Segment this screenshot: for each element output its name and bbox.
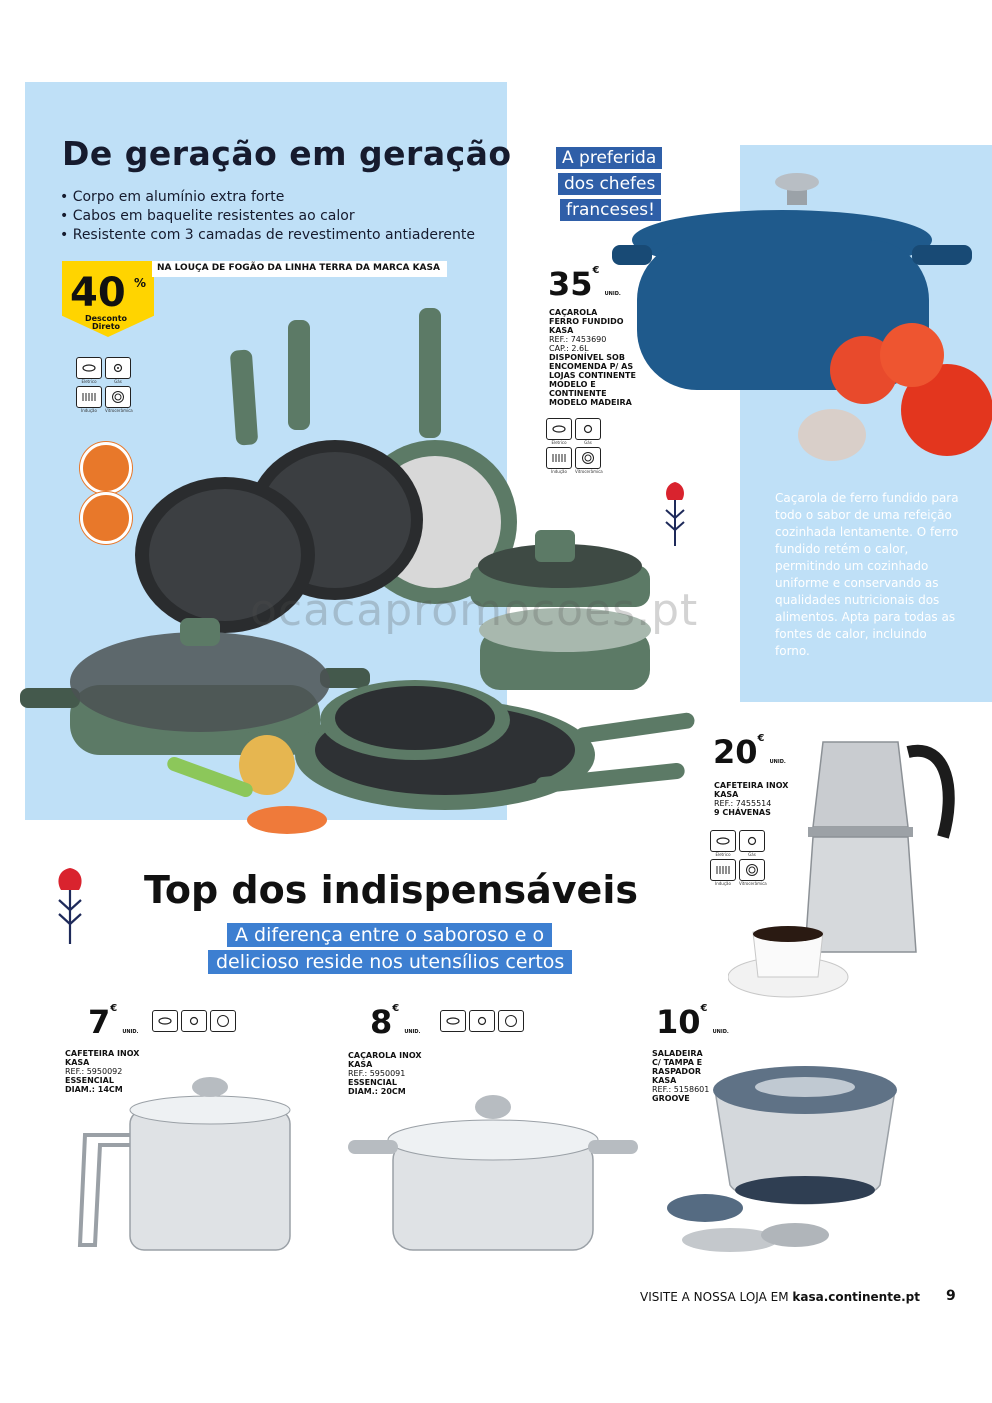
- product-detail-line: ESSENCIAL: [348, 1078, 397, 1087]
- ceramic-caption: Vitrocerâmica: [105, 408, 133, 413]
- price-currency: €: [700, 1003, 708, 1014]
- electric-caption: Eletrico: [551, 440, 567, 445]
- product-name-line: KASA: [348, 1060, 373, 1069]
- product-price: [88, 1003, 138, 1041]
- electric-hob-icon: [546, 418, 572, 440]
- stainless-casserole-illustration: [348, 1085, 638, 1260]
- product-detail-line: REF.: 5158601: [652, 1085, 710, 1094]
- ceramic-hob-icon: [575, 447, 601, 469]
- price-unit: UNID.: [122, 1029, 139, 1035]
- cast-iron-pot-illustration: [612, 170, 992, 470]
- ceramic-hob-icon: [498, 1010, 524, 1032]
- cast-iron-description: Caçarola de ferro fundido para todo o sabor de uma refeição cozinhada lentamente. O ferro fundido retém o calor, permitindo um cozinhado uniforme e conservando as qualidades nutricionais dos alimentos. Apta para todas as fontes de calor, incluindo forno.: [775, 490, 965, 660]
- product-detail-line: DIAM.: 14CM: [65, 1085, 123, 1094]
- gas-caption: Gás: [114, 379, 122, 384]
- electric-caption: Eletrico: [81, 379, 97, 384]
- price-unit: UNID.: [712, 1029, 729, 1035]
- product-name-line: SALADEIRA: [652, 1049, 703, 1058]
- product-name-line: KASA: [549, 326, 574, 335]
- discount-label: Desconto Direto: [84, 314, 128, 331]
- page-number: 9: [946, 1288, 956, 1304]
- product-name-line: CAÇAROLA: [549, 308, 598, 317]
- product-detail-line: DIAM.: 20CM: [348, 1087, 406, 1096]
- product-detail-line: MODELO MADEIRA: [549, 398, 632, 407]
- feature-bullet: • Resistente com 3 camadas de revestimento antiaderente: [60, 226, 475, 245]
- gas-hob-icon: [469, 1010, 495, 1032]
- price-currency: €: [392, 1003, 400, 1014]
- discount-bar: [152, 261, 447, 277]
- product-detail-line: CAP.: 2.6L: [549, 344, 589, 353]
- espresso-maker-illustration: [728, 722, 958, 1004]
- tagline-line: A preferida: [556, 147, 662, 169]
- product-detail-line: ENCOMENDA P/ AS: [549, 362, 634, 371]
- subtitle-line: delicioso reside nos utensílios certos: [208, 950, 572, 974]
- footer-website-link[interactable]: kasa.continente.pt: [792, 1290, 920, 1304]
- price-unit: UNID.: [604, 291, 621, 297]
- product-detail-line: REF.: 5950092: [65, 1067, 123, 1076]
- gas-hob-icon: [181, 1010, 207, 1032]
- induction-hob-icon: [546, 447, 572, 469]
- price-value: 35: [548, 265, 593, 303]
- cast-iron-info: [549, 308, 636, 407]
- product-detail-line: REF.: 7455514: [714, 799, 772, 808]
- product-heat-icons: [152, 1010, 236, 1032]
- product-name-line: CAFETEIRA INOX: [714, 781, 789, 790]
- flower-icon: [48, 862, 88, 946]
- electric-caption: Eletrico: [715, 852, 731, 857]
- price-value: 20: [713, 733, 758, 771]
- ceramic-hob-icon: [210, 1010, 236, 1032]
- price-value: 8: [370, 1003, 393, 1041]
- product-name-line: RASPADOR: [652, 1067, 702, 1076]
- discount-percent: 40: [70, 270, 126, 316]
- product-detail-line: 9 CHÁVENAS: [714, 808, 771, 817]
- product-price: [656, 1003, 729, 1041]
- gas-hob-icon: [575, 418, 601, 440]
- price-unit: UNID.: [404, 1029, 421, 1035]
- cast-iron-heat-icons: [546, 418, 601, 474]
- product-detail-line: LOJAS CONTINENTE: [549, 371, 636, 380]
- price-value: 10: [656, 1003, 701, 1041]
- section-subtitle: [227, 924, 552, 946]
- product-detail-line: MODELO E: [549, 380, 596, 389]
- price-currency: €: [110, 1003, 118, 1014]
- product-detail-line: REF.: 7453690: [549, 335, 607, 344]
- ceramic-caption: Vitrocerâmica: [575, 469, 603, 474]
- product-price: [370, 1003, 420, 1041]
- footer-text: [640, 1290, 920, 1304]
- electric-hob-icon: [152, 1010, 178, 1032]
- price-currency: €: [592, 265, 600, 276]
- subtitle-line: A diferença entre o saboroso e o: [227, 923, 552, 947]
- tagline-line: dos chefes: [558, 173, 661, 195]
- price-value: 7: [88, 1003, 111, 1041]
- tagline-line: franceses!: [560, 199, 661, 221]
- product-heat-icons: [440, 1010, 524, 1032]
- product-name-line: KASA: [652, 1076, 677, 1085]
- product-name-line: KASA: [714, 790, 739, 799]
- gas-caption: Gás: [584, 440, 592, 445]
- induction-caption: Indução: [715, 881, 731, 886]
- induction-caption: Indução: [81, 408, 97, 413]
- hero-title: De geração em geração: [62, 134, 512, 173]
- product-detail-line: CONTINENTE: [549, 389, 607, 398]
- price-currency: €: [757, 733, 765, 744]
- discount-bar-text: NA LOUÇA DE FOGÃO DA LINHA TERRA DA MARCA KASA: [157, 263, 440, 273]
- product-detail-line: REF.: 5950091: [348, 1069, 406, 1078]
- product-detail-line: DISPONÍVEL SOB: [549, 353, 625, 362]
- section-title: Top dos indispensáveis: [144, 868, 638, 912]
- milk-pot-illustration: [75, 1065, 295, 1265]
- product-name-line: C/ TAMPA E: [652, 1058, 703, 1067]
- ceramic-caption: Vitrocerâmica: [739, 881, 767, 886]
- discount-percent-sign: %: [134, 276, 147, 290]
- product-name-line: FERRO FUNDIDO: [549, 317, 624, 326]
- induction-caption: Indução: [551, 469, 567, 474]
- feature-bullet: • Cabos em baquelite resistentes ao calor: [60, 207, 475, 226]
- feature-bullet: • Corpo em alumínio extra forte: [60, 188, 475, 207]
- hero-feature-list: [60, 188, 475, 245]
- cast-iron-price: [548, 265, 621, 303]
- price-unit: UNID.: [769, 759, 786, 765]
- product-name-line: CAÇAROLA INOX: [348, 1051, 422, 1060]
- flower-icon: [658, 478, 692, 548]
- watermark: ocacapromocoes.pt: [250, 585, 699, 636]
- footer-label: VISITE A NOSSA LOJA EM: [640, 1290, 789, 1304]
- electric-hob-icon: [440, 1010, 466, 1032]
- product-detail-line: GROOVE: [652, 1094, 690, 1103]
- product-name-line: KASA: [65, 1058, 90, 1067]
- section-subtitle: [208, 951, 572, 973]
- product-name-line: CAFETEIRA INOX: [65, 1049, 140, 1058]
- salad-bowl-illustration: [665, 1060, 915, 1260]
- product-detail-line: ESSENCIAL: [65, 1076, 114, 1085]
- gas-caption: Gás: [748, 852, 756, 857]
